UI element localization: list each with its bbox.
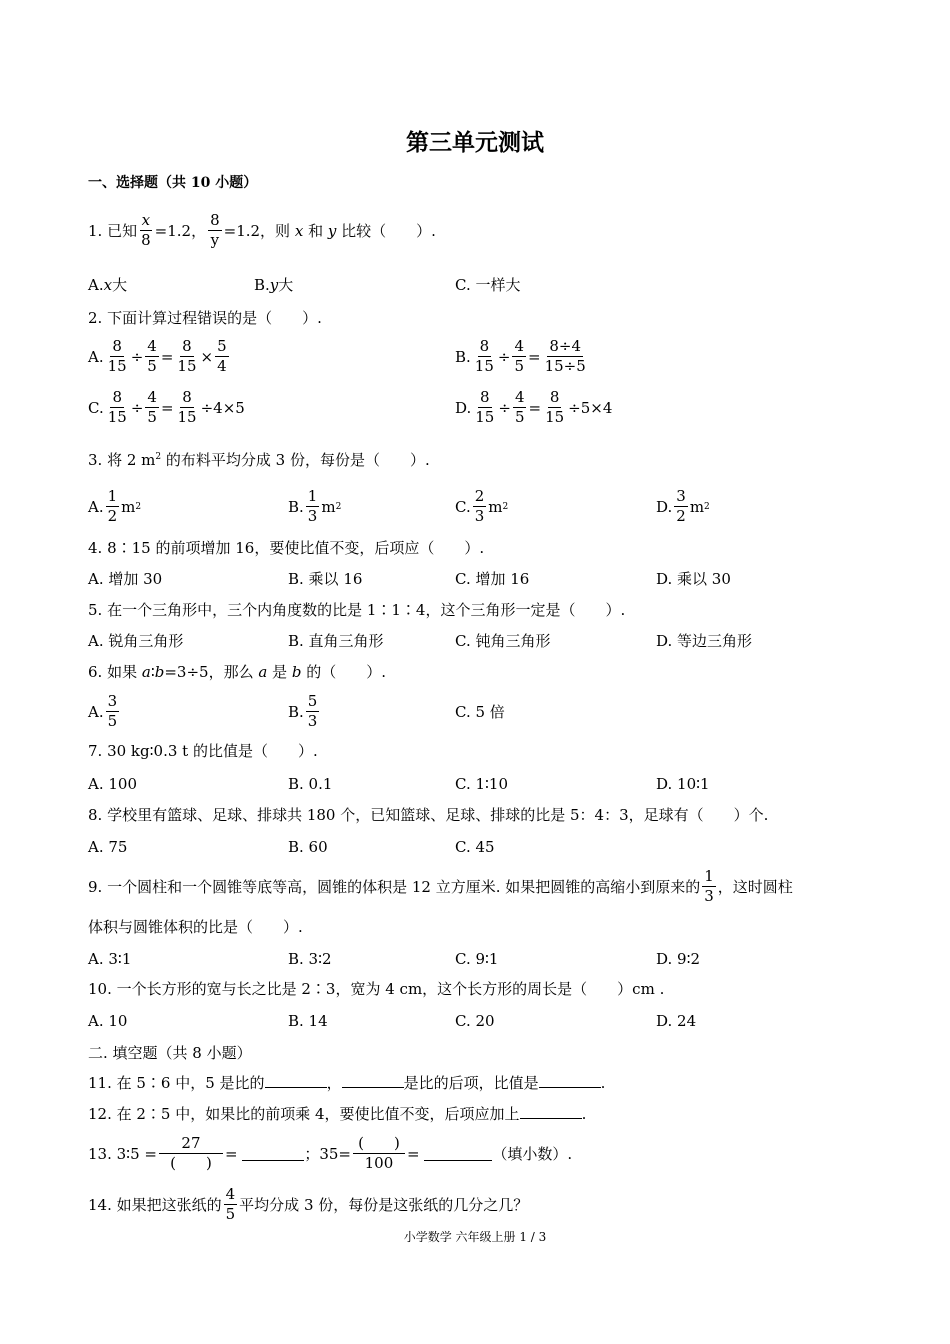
q7-option-d[interactable]: D. 10∶1 bbox=[656, 775, 710, 793]
question-9: 9. 一个圆柱和一个圆锥等底等高，圆锥的体积是 12 立方厘米. 如果把圆锥的高缩小到原来的 $\frac{1}{3}$ ，这时圆柱 bbox=[88, 867, 793, 905]
q5-option-d[interactable]: D. 等边三角形 bbox=[656, 632, 753, 650]
q2-option-d[interactable]: D. $\frac{8}{15}$ ÷ $\frac{4}{5}$ = $\frac{8}{15}$ ÷5×4 bbox=[455, 388, 613, 426]
question-5: 5. 在一个三角形中，三个内角度数的比是 1∶1∶4，这个三角形一定是（ ）. bbox=[88, 601, 626, 619]
answer-blank[interactable] bbox=[539, 1073, 601, 1088]
question-4: 4. 8∶15 的前项增加 16，要使比值不变，后项应（ ）. bbox=[88, 539, 485, 557]
question-10: 10. 一个长方形的宽与长之比是 2∶3，宽为 4 cm，这个长方形的周长是（ ）cm . bbox=[88, 980, 665, 998]
q3-option-d[interactable]: D. $\frac{3}{2}$ m 2 bbox=[656, 487, 710, 525]
answer-blank[interactable] bbox=[242, 1146, 304, 1161]
q10-option-d[interactable]: D. 24 bbox=[656, 1012, 697, 1030]
answer-blank[interactable] bbox=[342, 1073, 404, 1088]
question-12: 12. 在 2∶5 中，如果比的前项乘 4，要使比值不变，后项应加上 . bbox=[88, 1105, 587, 1123]
answer-blank[interactable] bbox=[265, 1073, 327, 1088]
q4-option-c[interactable]: C. 增加 16 bbox=[455, 570, 530, 588]
q9-option-a[interactable]: A. 3∶1 bbox=[88, 950, 132, 968]
question-3: 3. 将 2 $m^2$ 的布料平均分成 3 份，每份是（ ）. bbox=[88, 451, 430, 469]
q2-option-c[interactable]: C. $\frac{8}{15}$ ÷ $\frac{4}{5}$ = $\frac{8}{15}$ ÷4×5 bbox=[88, 388, 245, 426]
page-footer: 小学数学 六年级上册 1 / 3 bbox=[403, 1230, 547, 1244]
q4-option-b[interactable]: B. 乘以 16 bbox=[288, 570, 363, 588]
question-2: 2. 下面计算过程错误的是（ ）. bbox=[88, 309, 322, 327]
question-11: 11. 在 5∶6 中，5 是比的 ， 是比的后项，比值是 . bbox=[88, 1074, 606, 1092]
q3-option-c[interactable]: C. $\frac{2}{3}$ m 2 bbox=[455, 487, 509, 525]
q1-option-a[interactable]: A. x 大 bbox=[88, 276, 128, 294]
q5-option-c[interactable]: C. 钝角三角形 bbox=[455, 632, 551, 650]
q8-option-b[interactable]: B. 60 bbox=[288, 838, 328, 856]
answer-blank[interactable] bbox=[520, 1104, 582, 1119]
fraction: $\frac{8}{y}$ bbox=[210, 211, 220, 249]
q5-option-b[interactable]: B. 直角三角形 bbox=[288, 632, 384, 650]
question-6: 6. 如果 a∶b=3÷5，那么 a 是 b 的（ ）. bbox=[88, 663, 387, 681]
question-8: 8. 学校里有篮球、足球、排球共 180 个，已知篮球、足球、排球的比是 5：4：3，足球有（ ）个. bbox=[88, 806, 769, 824]
q2-option-a[interactable]: A. $\frac{8}{15}$ ÷ $\frac{4}{5}$ = $\frac{8}{15}$ × $\frac{5}{4}$ bbox=[88, 337, 227, 375]
section-heading-choice: 一、选择题（共 10 小题） bbox=[88, 175, 258, 191]
section-heading-fill: 二. 填空题（共 8 小题） bbox=[88, 1044, 252, 1062]
q3-option-b[interactable]: B. $\frac{1}{3}$ m 2 bbox=[288, 487, 342, 525]
q7-option-b[interactable]: B. 0.1 bbox=[288, 775, 333, 793]
q1-option-c[interactable]: C. 一样大 bbox=[455, 276, 521, 294]
page-title: 第三单元测试 bbox=[406, 129, 544, 156]
q10-option-c[interactable]: C. 20 bbox=[455, 1012, 495, 1030]
q8-option-c[interactable]: C. 45 bbox=[455, 838, 495, 856]
question-9-line2: 体积与圆锥体积的比是（ ）. bbox=[88, 918, 303, 936]
q3-option-a[interactable]: A. $\frac{1}{2}$ m 2 bbox=[88, 487, 142, 525]
answer-blank[interactable] bbox=[424, 1146, 492, 1161]
q7-option-c[interactable]: C. 1∶10 bbox=[455, 775, 509, 793]
q4-option-a[interactable]: A. 增加 30 bbox=[88, 570, 163, 588]
q9-option-b[interactable]: B. 3∶2 bbox=[288, 950, 332, 968]
fraction: $\frac{x}{8}$ bbox=[141, 211, 151, 249]
q9-option-c[interactable]: C. 9∶1 bbox=[455, 950, 499, 968]
q6-option-b[interactable]: B. $\frac{5}{3}$ bbox=[288, 692, 318, 730]
q1-option-b[interactable]: B. y 大 bbox=[254, 276, 294, 294]
q7-option-a[interactable]: A. 100 bbox=[88, 775, 137, 793]
q5-option-a[interactable]: A. 锐角三角形 bbox=[88, 632, 184, 650]
question-14: 14. 如果把这张纸的 $\frac{4}{5}$ 平均分成 3 份，每份是这张纸的几分之几？ bbox=[88, 1185, 529, 1223]
q4-option-d[interactable]: D. 乘以 30 bbox=[656, 570, 731, 588]
q6-option-a[interactable]: A. $\frac{3}{5}$ bbox=[88, 692, 118, 730]
q8-option-a[interactable]: A. 75 bbox=[88, 838, 128, 856]
q9-option-d[interactable]: D. 9∶2 bbox=[656, 950, 701, 968]
question-1: 1. 已知 $\frac{x}{8}$ =1.2， $\frac{8}{y}$ =1.2，则 x 和 y 比较（ ）. bbox=[88, 211, 436, 249]
q10-option-b[interactable]: B. 14 bbox=[288, 1012, 328, 1030]
q2-option-b[interactable]: B. $\frac{8}{15}$ ÷ $\frac{4}{5}$ = $\frac{8\div 4}{15\div 5}$ bbox=[455, 337, 586, 375]
question-7: 7. 30 kg∶0.3 t 的比值是（ ）. bbox=[88, 742, 318, 760]
q6-option-c[interactable]: C. 5 倍 bbox=[455, 703, 505, 721]
q10-option-a[interactable]: A. 10 bbox=[88, 1012, 128, 1030]
question-13: 13. 3∶5 = $\frac{27}{( )}$ = ；35= $\frac{( )}{100}$ = （填小数）. bbox=[88, 1134, 573, 1172]
